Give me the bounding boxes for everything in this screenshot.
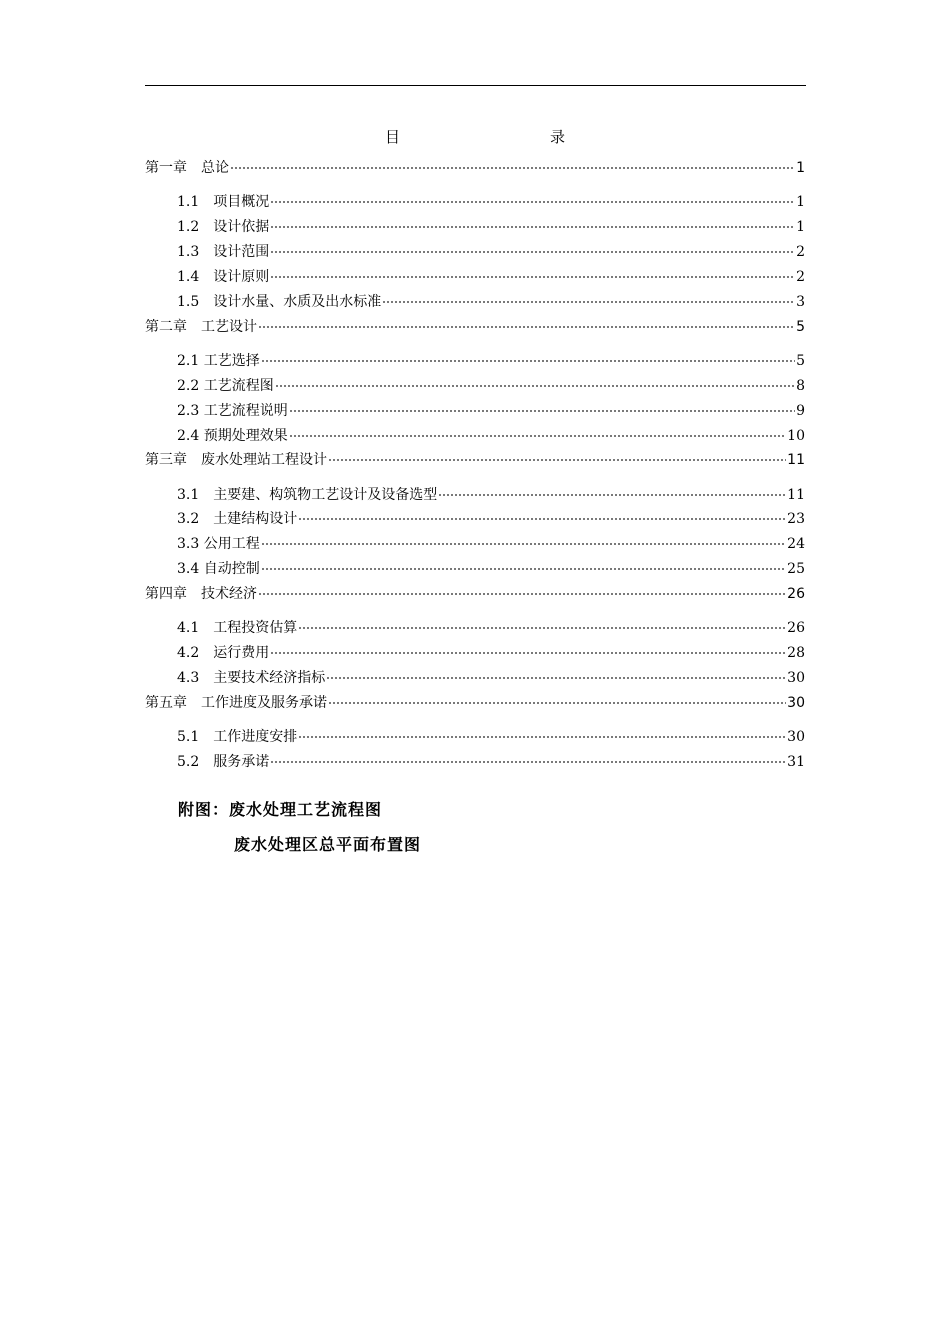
toc-page-number: 24 <box>787 536 805 552</box>
toc-entry-label: 5.2 服务承诺 <box>177 754 270 770</box>
toc-entry-label: 3.3 公用工程 <box>177 536 260 552</box>
appendix-line-1: 附图：废水处理工艺流程图 <box>178 800 383 819</box>
toc-page-number: 9 <box>796 403 805 419</box>
toc-leader-dots <box>258 311 795 331</box>
toc-leader-dots <box>298 503 786 523</box>
toc-entry-label: 3.2 土建结构设计 <box>177 511 298 527</box>
toc-chapter-entry[interactable] <box>145 578 805 602</box>
toc-section-entry[interactable] <box>177 528 805 552</box>
toc-page-number: 5 <box>796 319 805 335</box>
toc-leader-dots <box>328 444 786 464</box>
toc-page-number: 30 <box>787 695 805 711</box>
toc-leader-dots <box>270 211 795 231</box>
toc-entry-label: 4.2 运行费用 <box>177 645 270 661</box>
toc-chapter-entry[interactable] <box>145 311 805 335</box>
toc-page-number: 26 <box>787 620 805 636</box>
toc-entry-label: 1.5 设计水量、水质及出水标准 <box>177 294 382 310</box>
toc-leader-dots <box>270 746 786 766</box>
toc-page-number: 1 <box>796 194 805 210</box>
toc-section-entry[interactable] <box>177 662 805 686</box>
toc-page-number: 31 <box>787 754 805 770</box>
toc-entry-label: 2.3 工艺流程说明 <box>177 403 288 419</box>
toc-leader-dots <box>289 420 786 440</box>
toc-entry-label: 2.2 工艺流程图 <box>177 378 274 394</box>
toc-section-entry[interactable] <box>177 261 805 285</box>
toc-leader-dots <box>261 553 786 573</box>
toc-entry-label: 4.1 工程投资估算 <box>177 620 298 636</box>
toc-section-entry[interactable] <box>177 211 805 235</box>
toc-chapter-entry[interactable] <box>145 687 805 711</box>
toc-section-entry[interactable] <box>177 186 805 210</box>
toc-page-number: 2 <box>796 269 805 285</box>
toc-entry-label: 第五章 工作进度及服务承诺 <box>145 695 327 711</box>
toc-page-number: 5 <box>796 353 805 369</box>
toc-chapter-entry[interactable] <box>145 444 805 468</box>
toc-leader-dots <box>270 186 795 206</box>
toc-chapter-entry[interactable] <box>145 152 805 176</box>
toc-leader-dots <box>438 479 786 499</box>
toc-leader-dots <box>298 612 786 632</box>
toc-section-entry[interactable] <box>177 479 805 503</box>
toc-page-number: 8 <box>796 378 805 394</box>
toc-entry-label: 1.1 项目概况 <box>177 194 270 210</box>
toc-leader-dots <box>298 721 786 741</box>
toc-section-entry[interactable] <box>177 395 805 419</box>
toc-entry-label: 第四章 技术经济 <box>145 586 257 602</box>
toc-entry-label: 第二章 工艺设计 <box>145 319 257 335</box>
toc-section-entry[interactable] <box>177 553 805 577</box>
toc-entry-label: 4.3 主要技术经济指标 <box>177 670 326 686</box>
toc-section-entry[interactable] <box>177 236 805 260</box>
toc-page-number: 3 <box>796 294 805 310</box>
toc-section-entry[interactable] <box>177 503 805 527</box>
toc-page-number: 30 <box>787 670 805 686</box>
toc-section-entry[interactable] <box>177 746 805 770</box>
toc-entry-label: 1.4 设计原则 <box>177 269 270 285</box>
toc-leader-dots <box>270 236 795 256</box>
toc-page-number: 11 <box>787 487 805 503</box>
toc-page-number: 11 <box>787 452 805 468</box>
toc-leader-dots <box>261 345 795 365</box>
toc-entry-label: 1.2 设计依据 <box>177 219 270 235</box>
toc-leader-dots <box>270 261 795 281</box>
toc-entry-label: 2.4 预期处理效果 <box>177 428 288 444</box>
toc-leader-dots <box>275 370 795 390</box>
toc-section-entry[interactable] <box>177 637 805 661</box>
toc-leader-dots <box>230 152 795 172</box>
toc-entry-label: 第一章 总论 <box>145 160 229 176</box>
toc-leader-dots <box>382 286 795 306</box>
toc-page-number: 26 <box>787 586 805 602</box>
toc-entry-label: 3.1 主要建、构筑物工艺设计及设备选型 <box>177 487 438 503</box>
toc-page-number: 1 <box>796 160 805 176</box>
toc-section-entry[interactable] <box>177 612 805 636</box>
toc-page-number: 2 <box>796 244 805 260</box>
toc-leader-dots <box>328 687 786 707</box>
toc-page-number: 1 <box>796 219 805 235</box>
toc-entry-label: 1.3 设计范围 <box>177 244 270 260</box>
toc-page-number: 10 <box>787 428 805 444</box>
toc-page-number: 23 <box>787 511 805 527</box>
toc-page-number: 28 <box>787 645 805 661</box>
toc-section-entry[interactable] <box>177 345 805 369</box>
toc-section-entry[interactable] <box>177 370 805 394</box>
toc-leader-dots <box>261 528 786 548</box>
toc-page-number: 25 <box>787 561 805 577</box>
toc-title: 目 录 <box>384 128 605 146</box>
toc-leader-dots <box>289 395 795 415</box>
toc-entry-label: 3.4 自动控制 <box>177 561 260 577</box>
toc-leader-dots <box>258 578 786 598</box>
toc-entry-label: 2.1 工艺选择 <box>177 353 260 369</box>
toc-entry-label: 第三章 废水处理站工程设计 <box>145 452 327 468</box>
toc-section-entry[interactable] <box>177 721 805 745</box>
toc-page-number: 30 <box>787 729 805 745</box>
toc-leader-dots <box>326 662 786 682</box>
toc-section-entry[interactable] <box>177 286 805 310</box>
appendix-line-2: 废水处理区总平面布置图 <box>234 835 422 854</box>
toc-entry-label: 5.1 工作进度安排 <box>177 729 298 745</box>
header-rule <box>145 85 806 86</box>
toc-section-entry[interactable] <box>177 420 805 444</box>
toc-leader-dots <box>270 637 786 657</box>
